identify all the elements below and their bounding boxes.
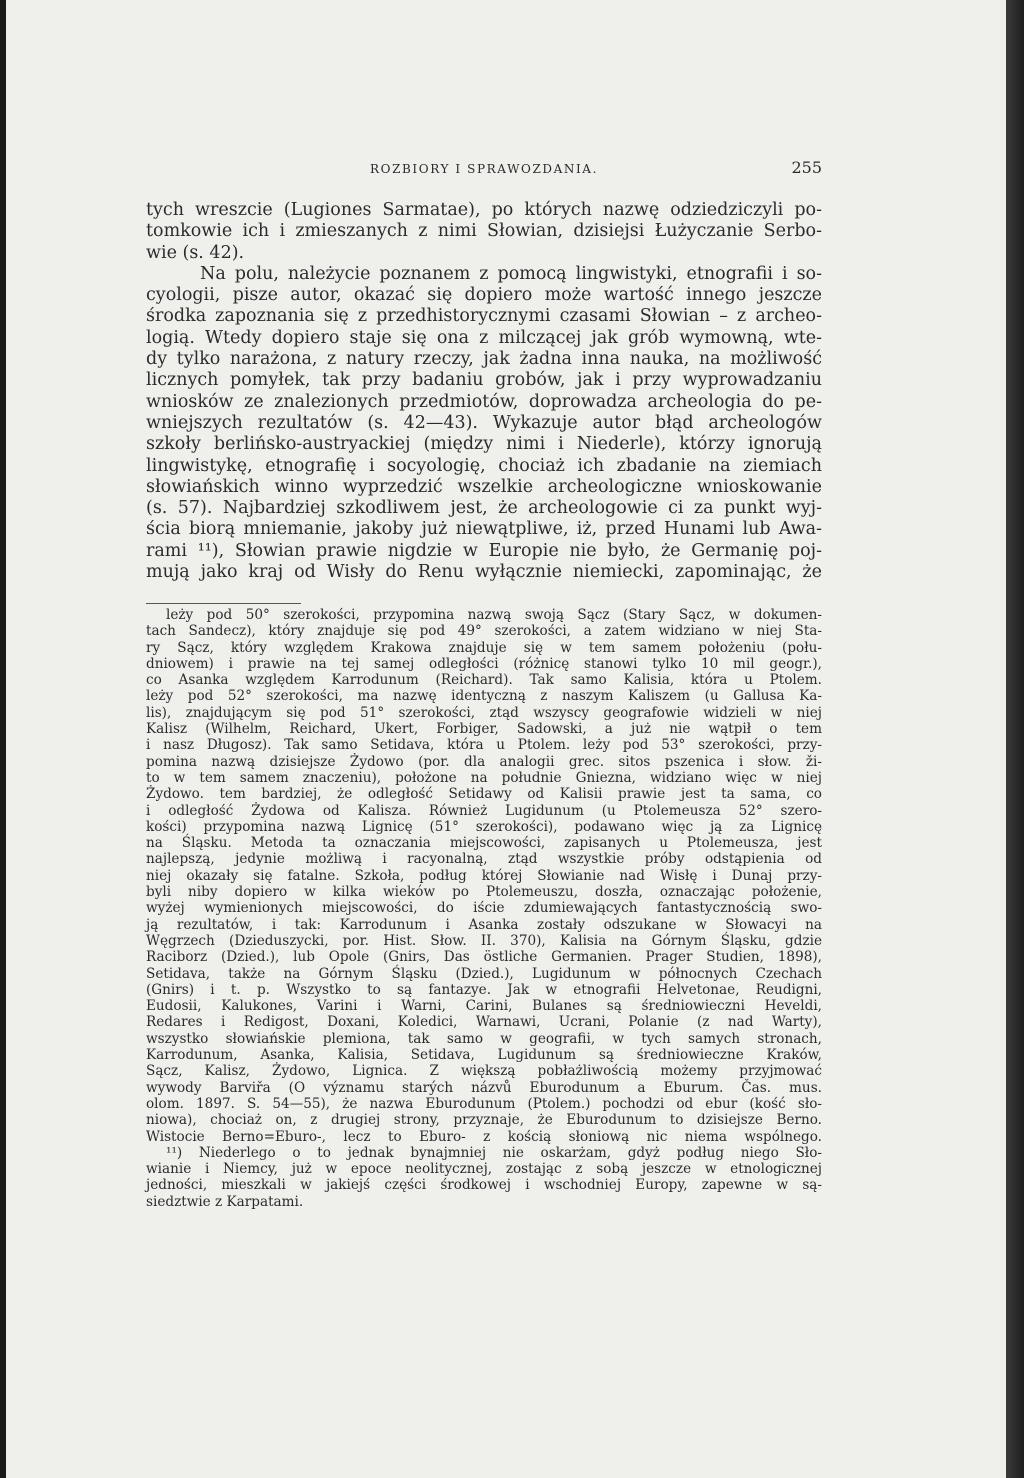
text-line: rami ¹¹), Słowian prawie nigdzie w Europie nie było, że Germanię poj-	[146, 540, 822, 561]
footnote-line: lis), znajdującym się pod 51° szerokości, ztąd wszyscy geografowie widzieli w niej	[146, 704, 822, 721]
text-line: dy tylko narażona, z natury rzeczy, jak żadna inna nauka, na możliwość	[146, 349, 822, 370]
footnote-line: leży pod 52° szerokości, ma nazwę identyczną z naszym Kaliszem (u Gallusa Ka-	[146, 688, 822, 705]
footnote-rule	[146, 603, 301, 604]
footnote-line: wywody Barviřa (O významu starých názvů Eburodunum a Eburum. Čas. mus.	[146, 1079, 822, 1096]
text-line: mują jako kraj od Wisły do Renu wyłącznie niemiecki, zapominając, że	[146, 562, 822, 583]
text-line: wie (s. 42).	[146, 242, 245, 263]
footnote-line: Eudosii, Kalukones, Varini i Warni, Carini, Bulanes są średniowieczni Heveldi,	[146, 998, 822, 1015]
page-number: 255	[791, 158, 822, 177]
footnote-line: Żydowo. tem bardziej, że odległość Setidawy od Kalisii prawie jest ta sama, co	[146, 786, 822, 803]
text-line: środka zapoznania się z przedhistorycznymi czasami Słowian – z archeo-	[146, 306, 822, 327]
footnote-line: niowa), chociaż on, z drugiej strony, przyznaje, że Eburodunum to dzisiejsze Berno.	[146, 1112, 822, 1129]
text-line: logią. Wtedy dopiero staje się ona z milczącej jak grób wymowną, wte-	[146, 327, 822, 348]
text-line: słowiańskich winno wyprzedzić wszelkie archeologiczne wnioskowanie	[146, 476, 822, 497]
footnote-line: wianie i Niemcy, już w epoce neolitycznej, zostając z sobą jeszcze w etnologicznej	[146, 1161, 822, 1178]
footnote-line: leży pod 50° szerokości, przypomina nazwą swoją Sącz (Stary Sącz, w dokumen-	[166, 607, 822, 623]
footnotes	[146, 607, 822, 1210]
footnote-line: Raciborz (Dzied.), lub Opole (Gnirs, Das östliche Germanien. Prager Studien, 1898),	[146, 949, 822, 966]
text-line: lingwistykę, etnografię i socyologię, chociaż ich zbadanie na ziemiach	[146, 455, 822, 476]
text-line: cyologii, pisze autor, okazać się dopiero może wartość innego jeszcze	[146, 285, 822, 306]
footnote-line: (Gnirs) i t. p. Wszystko to są fantazye. Jak w etnografii Helvetonae, Reudigni,	[146, 981, 822, 998]
footnote-line: na Śląsku. Metoda ta oznaczania miejscowości, zapisanych u Ptolemeusza, jest	[146, 835, 822, 852]
page-header	[146, 158, 822, 178]
footnote-line: siedztwie z Karpatami.	[146, 1193, 304, 1210]
footnote-line: wszystko słowiańskie plemiona, tak samo w geografii, w tych samych stronach,	[146, 1030, 822, 1047]
text-line: tomkowie ich i zmieszanych z nimi Słowian, dzisiejsi Łużyczanie Serbo-	[146, 221, 822, 242]
text-line: wniejszych rezultatów (s. 42—43). Wykazuje autor błąd archeologów	[146, 412, 822, 433]
footnote-line: dniowem) i prawie na tej samej odległości (różnicę stanowi tylko 10 mil geogr.),	[146, 655, 822, 672]
text-line: wniosków ze znalezionych przedmiotów, doprowadza archeologia do pe-	[146, 391, 822, 412]
footnote-line: ¹¹) Niederlego o to jednak bynajmniej nie oskarżam, gdyż podług niego Sło-	[166, 1144, 822, 1161]
text-line: szkoły berlińsko-austryackiej (między nimi i Niederle), którzy ignorują	[146, 434, 822, 455]
footnote-line: Wistocie Berno=Eburo-, lecz to Eburo- z kością słoniową nic niema wspólnego.	[146, 1128, 822, 1145]
footnote-line: Redares i Redigost, Doxani, Koledici, Warnawi, Ucrani, Polanie (z nad Warty),	[146, 1014, 822, 1031]
scan-edge-right	[1006, 0, 1024, 1478]
text-line: tych wreszcie (Lugiones Sarmatae), po których nazwę odziedziczyli po-	[146, 200, 822, 220]
text-line: ścia biorą mniemanie, jakoby już niewątpliwe, iż, przed Hunami lub Awa-	[146, 519, 822, 540]
footnote-line: to w tem samem znaczeniu), położone na południe Gniezna, widziano więc w niej	[146, 769, 822, 786]
footnote-line: kości) przypomina nazwą Lignicę (51° szerokości), podawano więc ją za Lignicę	[146, 818, 822, 835]
text-line: licznych pomyłek, tak przy badaniu grobów, jak i przy wyprowadzaniu	[146, 370, 822, 391]
footnote-line: tach Sandecz), który znajduje się pod 49° szerokości, a zatem widziano w niej Sta-	[146, 623, 822, 640]
footnote-line: Węgrzech (Dzieduszycki, por. Hist. Słow. II. 370), Kalisia na Górnym Śląsku, gdzie	[146, 932, 822, 949]
footnote-line: Setidava, także na Górnym Śląsku (Dzied.), Lugidunum w północnych Czechach	[146, 965, 822, 982]
footnote-line: jedności, mieszkali w jakiejś części środkowej i wschodniej Europy, zapewne w są-	[146, 1177, 822, 1194]
footnote-line: byli niby dopiero w kilka wieków po Ptolemeuszu, doszła, oznaczając położenie,	[146, 884, 822, 901]
footnote-line: i odległość Żydowa od Kalisza. Również Lugidunum (u Ptolemeusza 52° szero-	[146, 802, 822, 819]
running-title: ROZBIORY I SPRAWOZDANIA.	[370, 162, 598, 176]
footnote-line: pomina nazwą dzisiejsze Żydowo (por. dla analogii grec. sitos pszenica i słow. ži-	[146, 753, 822, 770]
footnote-line: najlepszą, jedynie możliwą i racyonalną, ztąd wszystkie próby odstąpienia od	[146, 851, 822, 868]
footnote-line: olom. 1897. S. 54—55), że nazwa Eburodunum (Ptolem.) pochodzi od ebur (kość sło-	[146, 1095, 822, 1112]
footnote-line: Karrodunum, Asanka, Kalisia, Setidava, Lugidunum są średniowieczne Kraków,	[146, 1047, 822, 1064]
text-line: (s. 57). Najbardziej szkodliwem jest, że archeologowie ci za punkt wyj-	[146, 498, 822, 519]
text-line: Na polu, należycie poznanem z pomocą lingwistyki, etnografii i so-	[200, 263, 822, 284]
footnote-line: co Asanka względem Karrodunum (Reichard). Tak samo Kalisia, która u Ptolem.	[146, 672, 822, 689]
footnote-line: Sącz, Kalisz, Żydowo, Lignica. Z większą pobłażliwością możemy przyjmować	[146, 1063, 822, 1080]
footnote-line: wyżej wymienionych miejscowości, do iście zdumiewających fantastycznością swo-	[146, 900, 822, 917]
footnote-line: ją rezultatów, i tak: Karrodunum i Asanka zostały odszukane w Słowacyi na	[146, 916, 822, 933]
footnote-line: i nasz Długosz). Tak samo Setidava, która u Ptolem. leży pod 53° szerokości, przy-	[146, 737, 822, 754]
footnote-line: ry Sącz, który względem Krakowa znajduje się w tem samem położeniu (połu-	[146, 639, 822, 656]
footnote-line: niej okazały się fatalne. Szkoła, podług której Słowianie nad Wisłę i Dunaj przy-	[146, 867, 822, 884]
footnote-line: Kalisz (Wilhelm, Reichard, Ukert, Forbiger, Sadowski, a już nie wątpił o tem	[146, 721, 822, 738]
main-text	[146, 200, 822, 583]
